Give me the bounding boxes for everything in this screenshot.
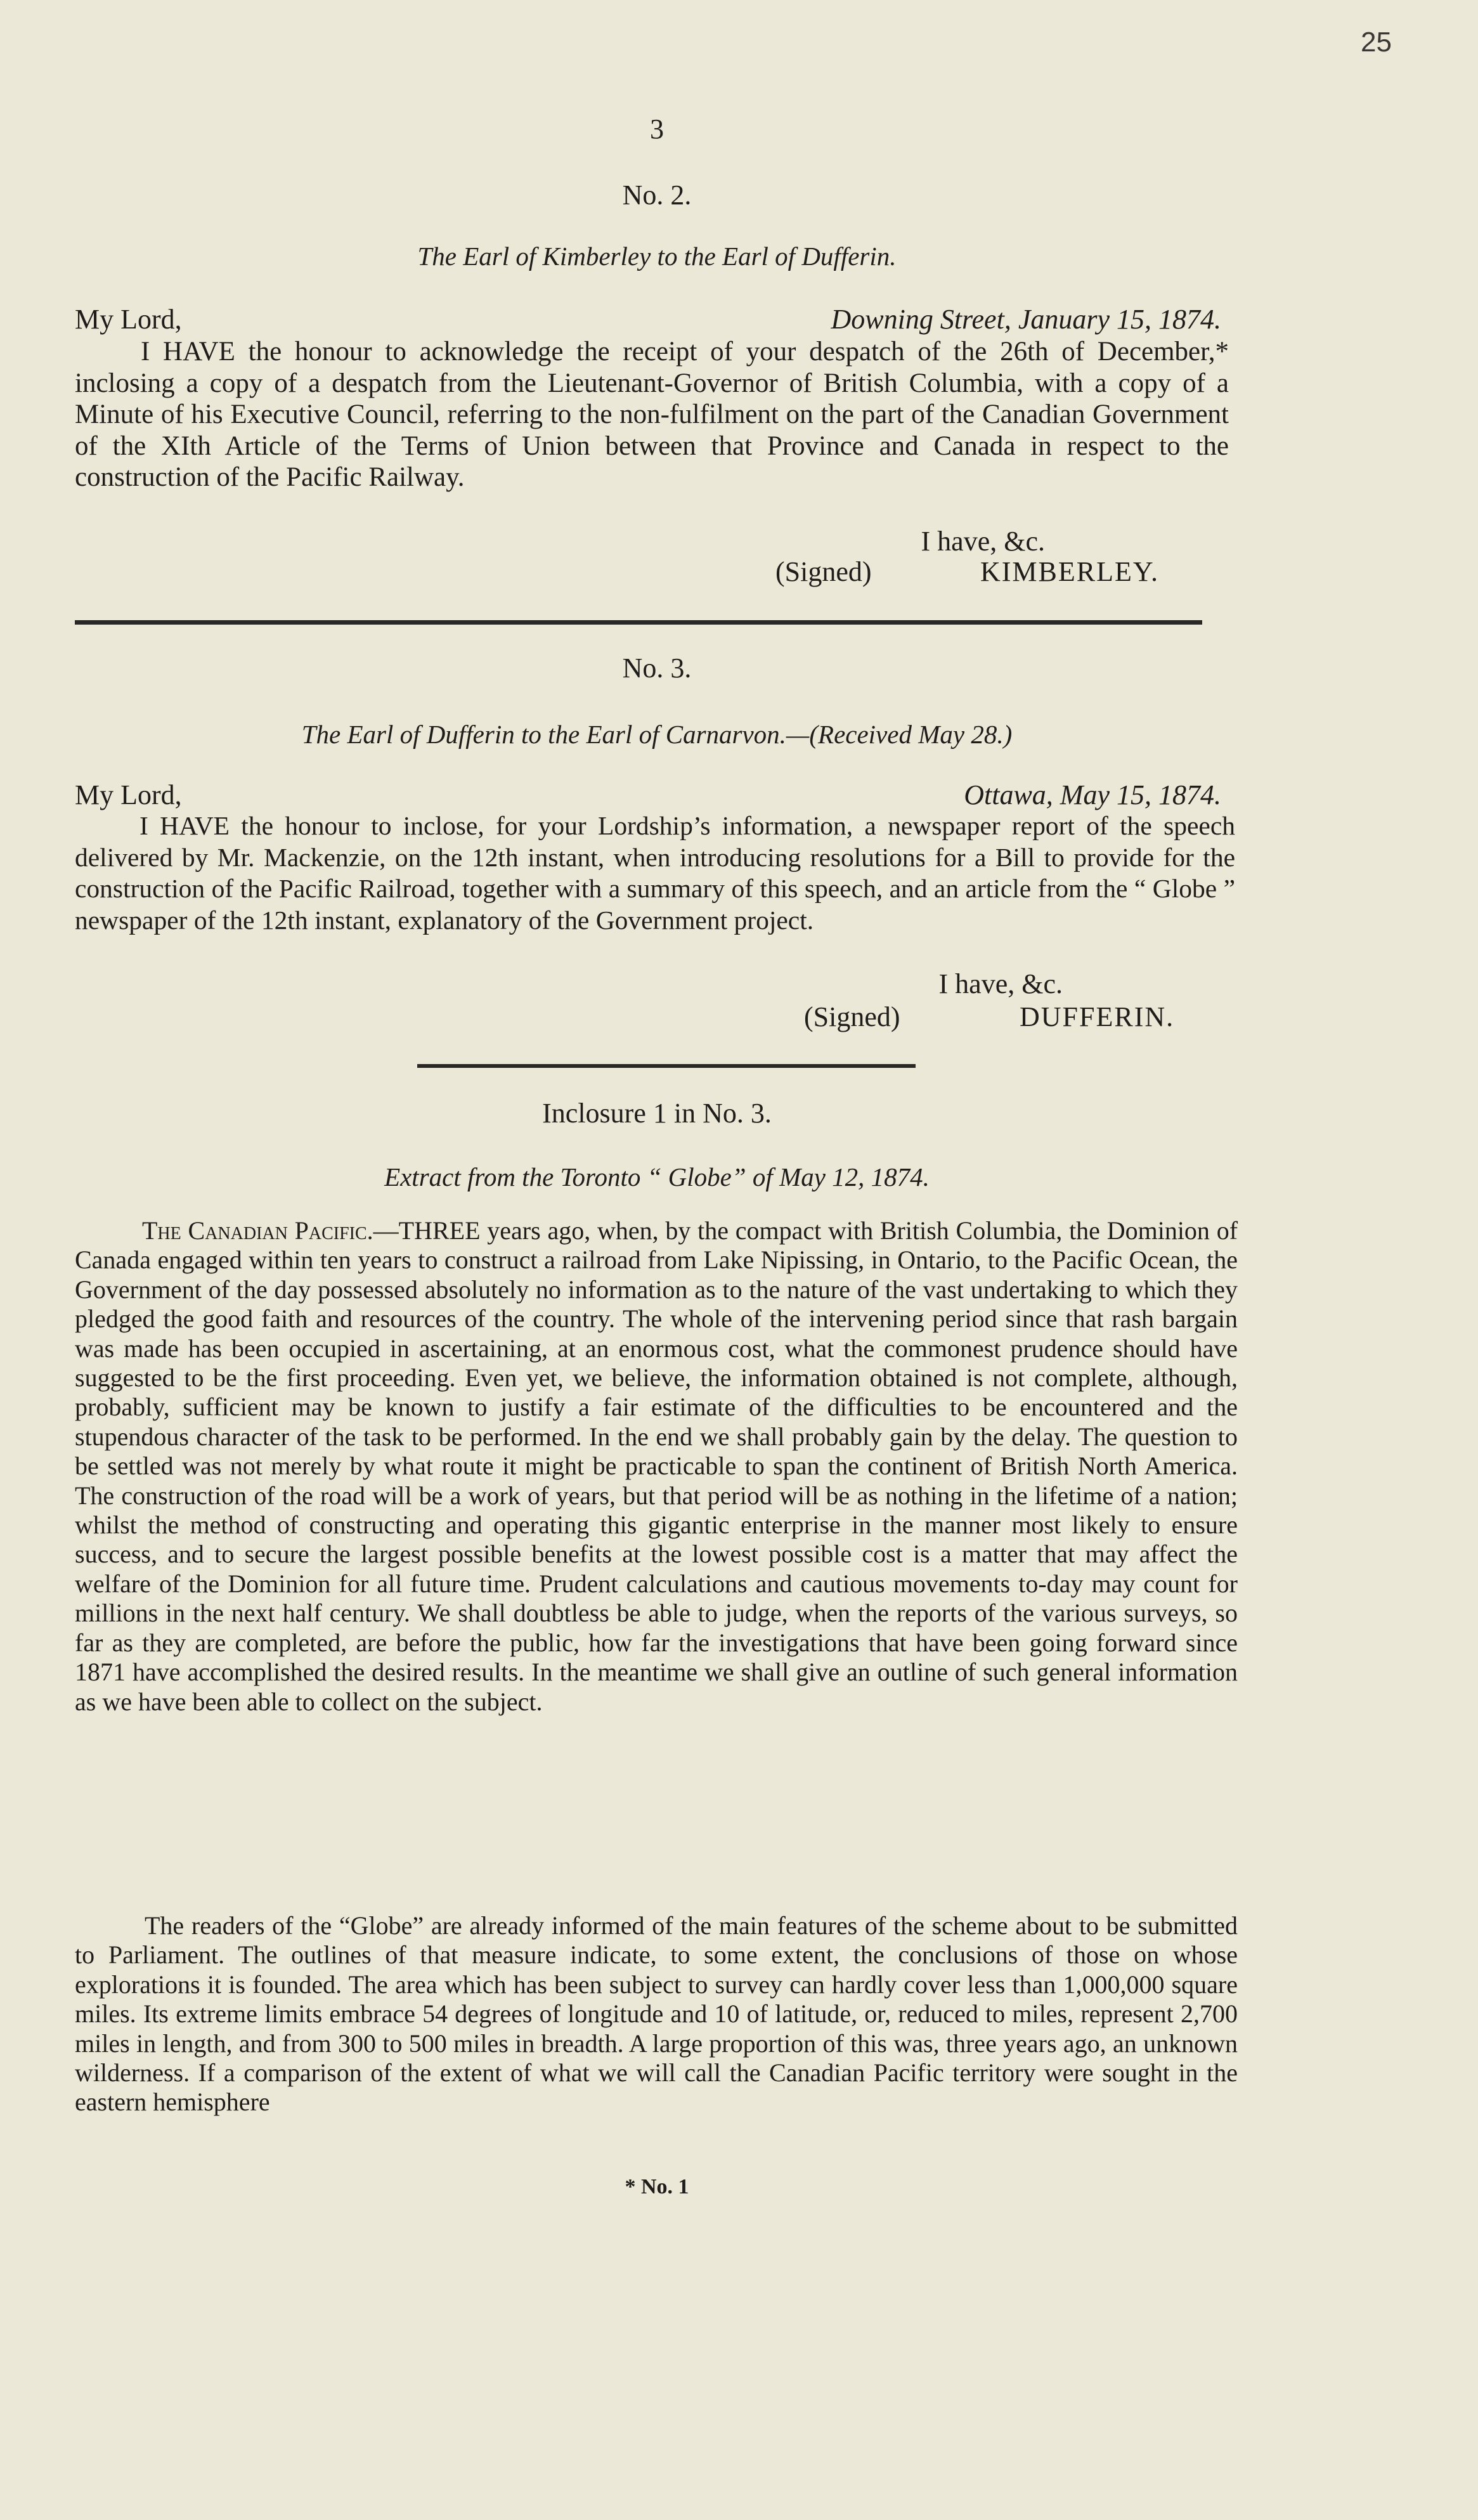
- inclosure-heading: Inclosure 1 in No. 3.: [542, 1098, 772, 1129]
- section-number: 3: [650, 114, 664, 145]
- letter1-opening: [75, 303, 1239, 336]
- inclosure-title: Extract from the Toronto “ Globe” of May 12, 1874.: [384, 1162, 930, 1192]
- footnote: * No. 1: [625, 2175, 689, 2199]
- letter2-heading: No. 3.: [622, 653, 692, 684]
- letter2-closing: I have, &c.: [938, 968, 1063, 999]
- inclosure-paragraph-2: The readers of the “Globe” are already informed of the main features of the scheme about to be submitted to Parliament. The outlines of that measure indicate, to some extent, the conclusions of those on whose explorations it is founded. The area which has been subject to survey can hardly cover less than 1,000,000 square miles. Its extreme limits embrace 54 degrees of longitude and 10 of latitude, or, reduced to miles, represent 2,700 miles in length, and from 300 to 500 miles in breadth. A large proportion of this was, three years ago, an unknown wilderness. If a comparison of the extent of what we will call the Canadian Pacific territory were sought in the eastern hemisphere: [75, 1911, 1238, 2117]
- letter2-salutation: My Lord,: [75, 779, 182, 810]
- letter2-signature: DUFFERIN.: [1020, 1001, 1175, 1032]
- letter2-signed-label: (Signed): [804, 1001, 900, 1032]
- inclosure-para1-text: —THREE years ago, when, by the compact with British Columbia, the Dominion of Canada engaged within ten years to construct a railroad from Lake Nipissing, in Ontario, to the Pacific Ocean, the Government of the day possessed absolutely no information as to the nature of the vast undertaking to which they pledged the good faith and resources of the country. The whole of the intervening period since that rash bargain was made has been occupied in ascertaining, at an enormous cost, what the commonest prudence should have suggested to be the first proceeding. Even yet, we believe, the information obtained is not complete, although, probably, sufficient may be known to justify a fair estimate of the difficulties to be encountered and the stupendous character of the task to be performed. In the end we shall probably gain by the delay. The question to be settled was not merely by what route it might be practicable to span the continent of British North America. The construction of the road will be a work of years, but that period will be as nothing in the lifetime of a nation; whilst the method of constructing and operating this gigantic enterprise in the manner most likely to ensure success, and to secure the largest possible benefits at the lowest possible cost is a matter that may affect the welfare of the Dominion for all future time. Prudent calculations and cautious movements to-day may count for millions in the next half century. We shall doubtless be able to judge, when the reports of the various surveys, so far as they are completed, are before the public, how far the investigations that have been going forward since 1871 have accomplished the desired results. In the meantime we shall give an outline of such general information as we have been able to collect on the subject.: [75, 1216, 1238, 1716]
- letter2-place-date: Ottawa, May 15, 1874.: [964, 779, 1221, 810]
- letter2-title: The Earl of Dufferin to the Earl of Carnarvon.—(Received May 28.): [301, 720, 1013, 749]
- letter1-title: The Earl of Kimberley to the Earl of Dufferin.: [417, 242, 897, 271]
- letter2-body: I HAVE the honour to inclose, for your Lordship’s information, a newspaper report of the speech delivered by Mr. Mackenzie, on the 12th instant, when introducing resolutions for a Bill to provide for the construction of the Pacific Railroad, together with a summary of this speech, and an article from the “ Globe ” newspaper of the 12th instant, explanatory of the Government project.: [75, 811, 1235, 935]
- page-number: 25: [1361, 27, 1392, 58]
- inclosure-paragraph-1: [75, 1216, 1238, 1717]
- inclosure-divider: [417, 1064, 916, 1068]
- inclosure-lead: The Canadian Pacific.: [142, 1216, 373, 1245]
- letter1-salutation: My Lord,: [75, 304, 182, 335]
- letter1-heading: No. 2.: [622, 179, 692, 211]
- letter1-closing: I have, &c.: [921, 526, 1045, 557]
- letter2-opening: [75, 779, 1239, 812]
- letter1-place-date: Downing Street, January 15, 1874.: [831, 304, 1221, 335]
- section-divider: [75, 620, 1202, 625]
- letter1-body: I HAVE the honour to acknowledge the receipt of your despatch of the 26th of December,* inclosing a copy of a despatch from the Lieutenant-Governor of British Columbia, with a copy of a Minute of his Executive Council, referring to the non-fulfilment on the part of the Canadian Government of the XIth Article of the Terms of Union between that Province and Canada in respect to the construction of the Pacific Railway.: [75, 337, 1229, 492]
- letter1-signed-label: (Signed): [775, 556, 872, 587]
- letter1-signature: KIMBERLEY.: [980, 556, 1159, 587]
